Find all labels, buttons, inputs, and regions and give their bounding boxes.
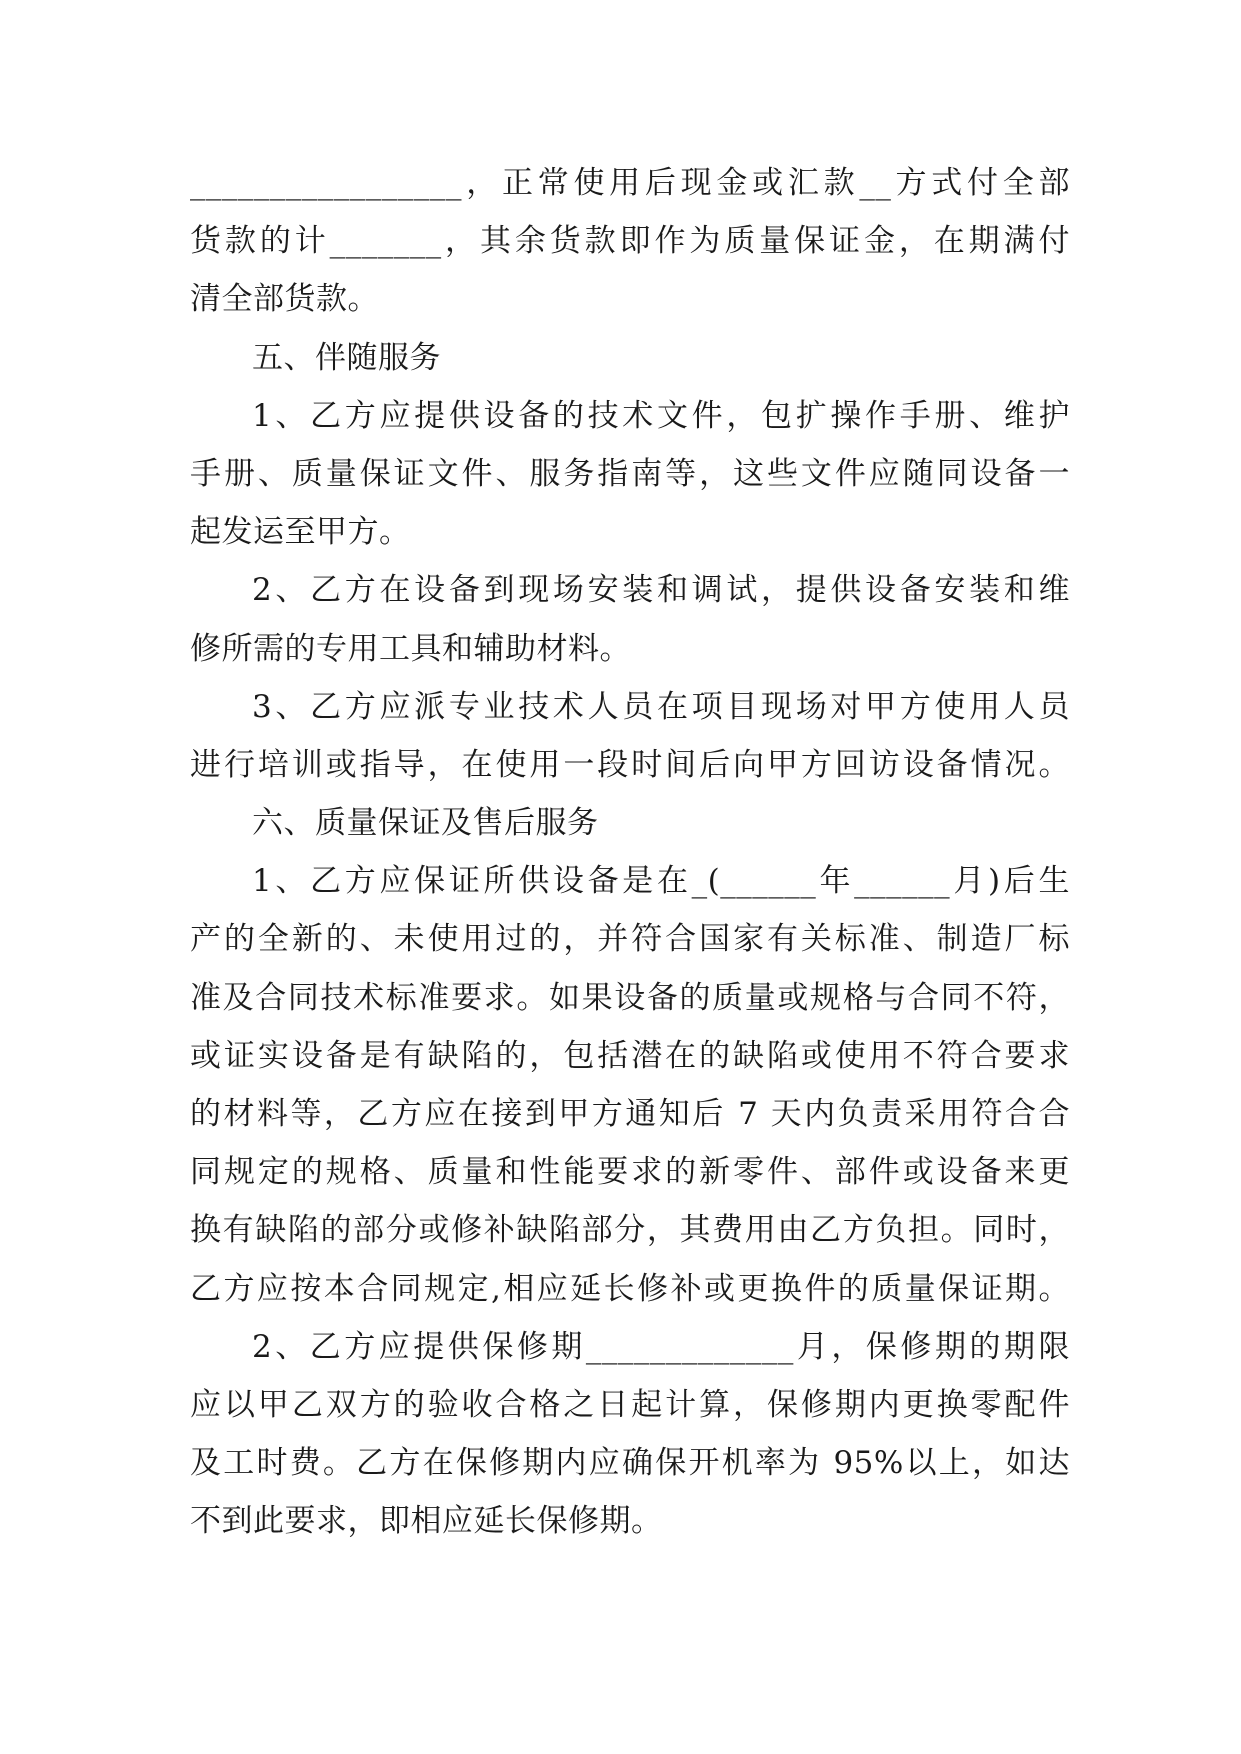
text-line: _________________，正常使用后现金或汇款__方式付全部 [190, 165, 1070, 201]
text-line: 应以甲乙双方的验收合格之日起计算，保修期内更换零配件 [190, 1386, 1070, 1423]
text-line: 准及合同技术标准要求。如果设备的质量或规格与合同不符， [190, 979, 1070, 1016]
text-line: 不到此要求，即相应延长保修期。 [190, 1503, 663, 1540]
text-line: 货款的计_______，其余货款即作为质量保证金，在期满付 [190, 223, 1070, 260]
text-line: 1、乙方应保证所供设备是在_(______年______月)后生 [252, 863, 1070, 900]
text-line: 3、乙方应派专业技术人员在项目现场对甲方使用人员 [252, 688, 1070, 725]
text-line: 修所需的专用工具和辅助材料。 [190, 630, 631, 667]
text-line: 五、伴随服务 [252, 339, 441, 376]
text-line: 手册、质量保证文件、服务指南等，这些文件应随同设备一 [190, 455, 1070, 492]
text-line: 2、乙方应提供保修期_____________月，保修期的期限 [252, 1328, 1070, 1365]
text-line: 产的全新的、未使用过的，并符合国家有关标准、制造厂标 [190, 921, 1070, 958]
text-line: 1、乙方应提供设备的技术文件，包扩操作手册、维护 [252, 397, 1070, 434]
text-line: 同规定的规格、质量和性能要求的新零件、部件或设备来更 [190, 1154, 1070, 1191]
text-line: 六、质量保证及售后服务 [252, 805, 599, 842]
text-line: 及工时费。乙方在保修期内应确保开机率为 95%以上，如达 [190, 1445, 1070, 1482]
text-line: 清全部货款。 [190, 281, 379, 318]
text-line: 2、乙方在设备到现场安装和调试，提供设备安装和维 [252, 572, 1070, 609]
text-line: 换有缺陷的部分或修补缺陷部分，其费用由乙方负担。同时， [190, 1212, 1070, 1249]
text-line: 的材料等，乙方应在接到甲方通知后 7 天内负责采用符合合 [190, 1096, 1070, 1132]
text-line: 起发运至甲方。 [190, 514, 411, 551]
document-body [190, 154, 1070, 1551]
text-line: 乙方应按本合同规定,相应延长修补或更换件的质量保证期。 [190, 1270, 1070, 1307]
text-line: 进行培训或指导，在使用一段时间后向甲方回访设备情况。 [190, 746, 1070, 783]
text-line: 或证实设备是有缺陷的，包括潜在的缺陷或使用不符合要求 [190, 1037, 1070, 1074]
